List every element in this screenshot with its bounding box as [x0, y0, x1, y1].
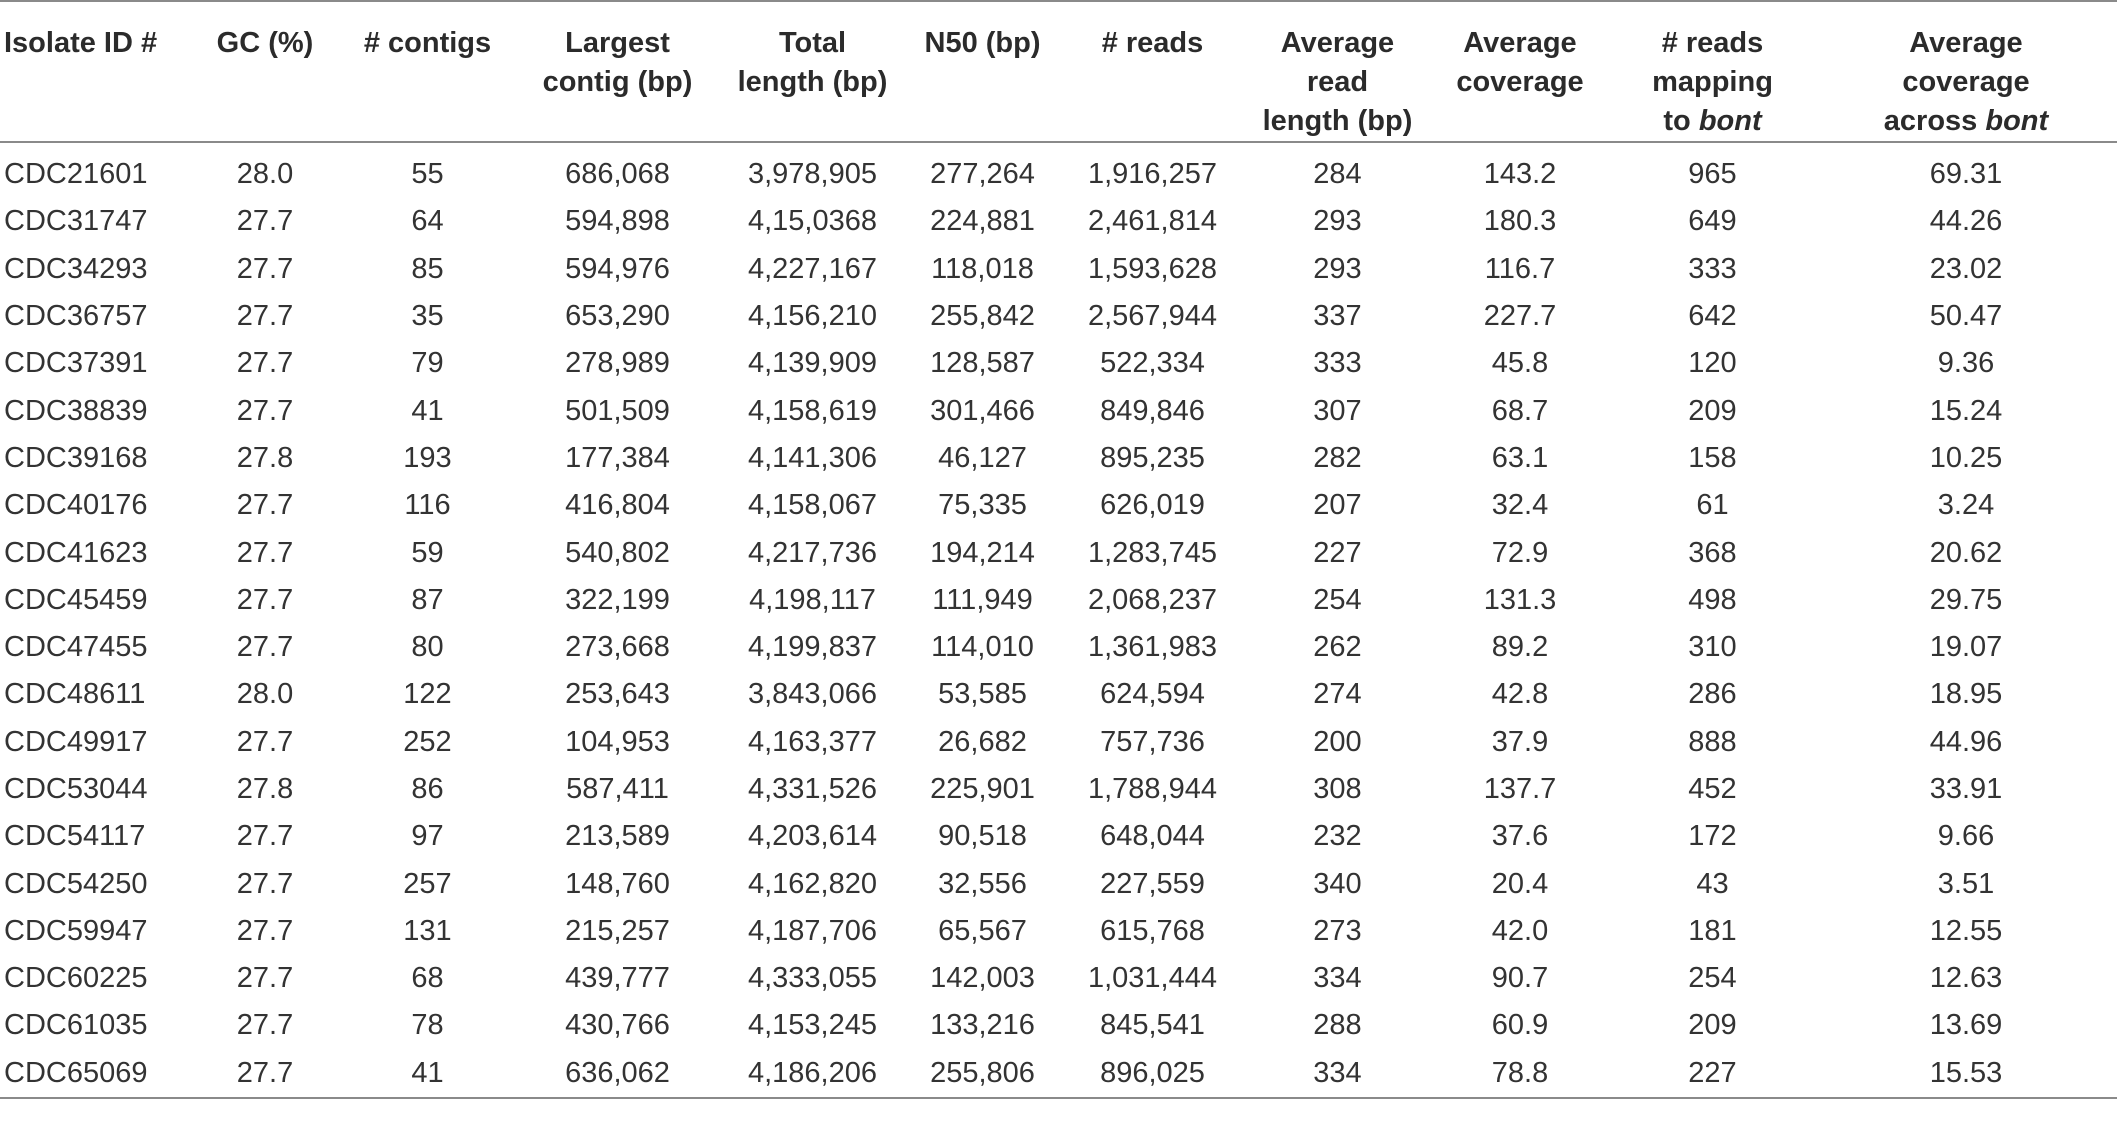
table-cell: 35 — [411, 300, 444, 333]
isolate-id-cell: CDC48611 — [4, 678, 146, 711]
column-header-line: GC (%) — [216, 27, 314, 59]
column-header-line — [1821, 102, 2111, 141]
table-cell: 28.0 — [236, 158, 294, 191]
table-cell: 89.2 — [1491, 631, 1549, 664]
table-cell: 4,198,117 — [749, 583, 876, 616]
table-row — [0, 1002, 2117, 1049]
isolate-id-cell: CDC54117 — [4, 820, 146, 853]
table-cell: 4,217,736 — [747, 536, 877, 569]
table-cell: 27.7 — [236, 867, 294, 900]
table-cell: 4,15,0368 — [747, 205, 877, 238]
table-cell: 686,068 — [565, 158, 670, 191]
table-cell: 648,044 — [1100, 820, 1205, 853]
header-row — [0, 1, 2117, 142]
table-cell: 114,010 — [931, 631, 1034, 664]
table-cell: 452 — [1688, 773, 1737, 805]
table-cell: 1,283,745 — [1087, 536, 1217, 569]
table-cell: 20.62 — [1929, 536, 2003, 569]
table-cell: 60.9 — [1491, 1009, 1549, 1042]
table-cell: 849,846 — [1100, 394, 1205, 427]
table-cell: 416,804 — [565, 489, 670, 522]
table-cell: 172 — [1688, 820, 1737, 853]
table-cell: 274 — [1313, 678, 1362, 711]
table-cell: 333 — [1688, 252, 1737, 285]
table-cell: 85 — [411, 252, 444, 285]
table-cell: 131 — [403, 914, 452, 947]
table-cell: 4,199,837 — [747, 631, 877, 664]
column-header-line — [1616, 102, 1809, 141]
table-cell: 13.69 — [1929, 1009, 2003, 1042]
table-cell: 1,361,983 — [1087, 631, 1217, 664]
table-cell: 209 — [1688, 394, 1737, 427]
table-cell: 322,199 — [565, 583, 670, 616]
table-cell: 301,466 — [930, 394, 1035, 427]
table-cell: 75,335 — [938, 489, 1027, 522]
table-cell: 27.7 — [236, 962, 294, 995]
table-cell: 180.3 — [1483, 205, 1557, 238]
table-cell: 286 — [1688, 678, 1737, 711]
table-cell: 307 — [1313, 394, 1362, 427]
table-cell: 4,141,306 — [747, 441, 877, 474]
table-cell: 45.8 — [1491, 347, 1549, 380]
isolate-id-cell: CDC54250 — [4, 867, 148, 900]
isolate-id-cell: CDC65069 — [0, 1050, 190, 1098]
table-cell: 540,802 — [565, 536, 670, 569]
table-header — [0, 1, 2117, 142]
table-cell: 293 — [1313, 205, 1362, 238]
table-row — [0, 246, 2117, 293]
column-header — [1430, 1, 1610, 142]
table-cell: 282 — [1313, 441, 1362, 474]
table-cell: 262 — [1313, 631, 1362, 664]
table-cell: 87 — [411, 583, 444, 616]
table-cell: 293 — [1313, 252, 1362, 285]
table-cell: 193 — [403, 441, 452, 474]
table-cell: 895,235 — [1100, 441, 1205, 474]
table-cell: 42.0 — [1491, 914, 1549, 947]
isolate-id-cell: CDC21601 — [4, 158, 148, 191]
column-header-line: Total — [778, 27, 847, 59]
column-header — [1245, 1, 1430, 142]
column-header — [720, 1, 905, 142]
isolate-id-cell: CDC34293 — [4, 252, 148, 285]
table-cell: 27.8 — [236, 773, 294, 805]
column-header — [1060, 1, 1245, 142]
table-cell: 116 — [404, 489, 451, 522]
table-cell: 2,567,944 — [1087, 300, 1217, 333]
table-cell: 4,158,067 — [747, 489, 877, 522]
table-row — [0, 293, 2117, 340]
table-cell: 111,949 — [932, 583, 1033, 616]
isolate-id-cell: CDC61035 — [4, 1009, 148, 1042]
column-header-line: # reads — [1101, 27, 1204, 59]
isolate-id-cell: CDC41623 — [4, 536, 148, 569]
table-cell: 90,518 — [938, 820, 1027, 853]
isolate-id-cell: CDC45459 — [4, 583, 148, 616]
table-cell: 72.9 — [1491, 536, 1549, 569]
column-header — [190, 1, 340, 142]
table-row — [0, 766, 2117, 813]
table-cell: 594,976 — [565, 252, 670, 285]
isolate-id-cell: CDC49917 — [4, 725, 148, 758]
table-cell: 224,881 — [930, 205, 1035, 238]
table-cell: 46,127 — [938, 441, 1027, 474]
table-row — [0, 1050, 2117, 1098]
table-cell: 79 — [411, 347, 444, 380]
table-cell: 19.07 — [1929, 631, 2003, 664]
table-cell: 273 — [1313, 914, 1362, 947]
table-cell: 277,264 — [930, 158, 1035, 191]
table-cell: 142,003 — [930, 962, 1035, 995]
table-cell: 32.4 — [1491, 489, 1549, 522]
column-header-line: coverage — [1456, 66, 1584, 98]
table-cell: 288 — [1313, 1009, 1362, 1042]
table-cell: 27.7 — [236, 300, 294, 333]
table-cell: 4,186,206 — [720, 1050, 905, 1098]
table-cell: 116.7 — [1484, 252, 1556, 285]
table-cell: 1,916,257 — [1087, 158, 1217, 191]
table-cell: 37.6 — [1491, 820, 1549, 853]
table-cell: 232 — [1313, 820, 1362, 853]
table-cell: 257 — [403, 867, 452, 900]
table-cell: 128,587 — [930, 347, 1035, 380]
table-cell: 32,556 — [938, 867, 1027, 900]
table-cell: 430,766 — [565, 1009, 670, 1042]
table-row — [0, 529, 2117, 576]
table-cell: 4,187,706 — [747, 914, 877, 947]
table-cell: 44.26 — [1929, 205, 2003, 238]
table-cell: 587,411 — [566, 773, 669, 805]
table-cell: 308 — [1313, 773, 1362, 805]
table-cell: 757,736 — [1100, 725, 1205, 758]
table-cell: 252 — [403, 725, 452, 758]
table-cell: 3,843,066 — [747, 678, 877, 711]
table-cell: 254 — [1688, 962, 1737, 995]
table-cell: 845,541 — [1100, 1009, 1205, 1042]
table-cell: 278,989 — [565, 347, 670, 380]
table-cell: 227.7 — [1483, 300, 1557, 333]
table-cell: 254 — [1313, 583, 1362, 616]
table-cell: 65,567 — [938, 914, 1027, 947]
table-cell: 133,216 — [930, 1009, 1035, 1042]
gene-name-italic: bont — [1698, 105, 1762, 137]
table-cell: 209 — [1688, 1009, 1737, 1042]
isolate-id-cell: CDC38839 — [4, 394, 148, 427]
table-cell: 97 — [411, 820, 444, 853]
isolate-id-cell: CDC40176 — [4, 489, 148, 522]
table-cell: 26,682 — [938, 725, 1027, 758]
table-cell: 27.7 — [236, 725, 294, 758]
table-cell: 4,139,909 — [747, 347, 877, 380]
table-cell: 9.36 — [1937, 347, 1995, 380]
table-row — [0, 860, 2117, 907]
isolate-id-cell: CDC39168 — [4, 441, 148, 474]
table-cell: 53,585 — [938, 678, 1027, 711]
table-cell: 255,806 — [905, 1050, 1060, 1098]
table-cell: 3.24 — [1937, 489, 1995, 522]
column-header-line: # contigs — [363, 27, 492, 59]
table-cell: 225,901 — [930, 773, 1035, 805]
table-row — [0, 671, 2117, 718]
table-cell: 78.8 — [1430, 1050, 1610, 1098]
table-row — [0, 719, 2117, 766]
table-cell: 3,978,905 — [747, 158, 877, 191]
table-cell: 896,025 — [1060, 1050, 1245, 1098]
table-cell: 636,062 — [515, 1050, 720, 1098]
table-cell: 501,509 — [565, 394, 670, 427]
column-header-line: contig (bp) — [542, 66, 693, 98]
table-cell: 4,158,619 — [747, 394, 877, 427]
table-row — [0, 813, 2117, 860]
table-cell: 27.7 — [236, 914, 294, 947]
table-cell: 4,333,055 — [747, 962, 877, 995]
column-header-line: Average — [1280, 27, 1395, 59]
table-cell: 337 — [1313, 300, 1362, 333]
table-cell: 594,898 — [565, 205, 670, 238]
table-cell: 59 — [411, 536, 444, 569]
column-header-line: Largest — [565, 27, 670, 59]
table-cell: 9.66 — [1937, 820, 1995, 853]
table-cell: 80 — [411, 631, 444, 664]
table-cell: 1,593,628 — [1087, 252, 1217, 285]
table-cell: 653,290 — [565, 300, 670, 333]
table-cell: 965 — [1688, 158, 1737, 191]
column-header — [1610, 1, 1815, 142]
table-cell: 18.95 — [1929, 678, 2003, 711]
table-row — [0, 577, 2117, 624]
table-cell: 200 — [1313, 725, 1362, 758]
table-cell: 27.7 — [190, 1050, 340, 1098]
table-cell: 27.7 — [236, 583, 294, 616]
column-header-line: # reads — [1661, 27, 1764, 59]
table-cell: 4,156,210 — [747, 300, 877, 333]
table-cell: 43 — [1696, 867, 1729, 900]
table-cell: 78 — [411, 1009, 444, 1042]
table-cell: 255,842 — [930, 300, 1035, 333]
table-cell: 522,334 — [1100, 347, 1205, 380]
column-header-line: mapping — [1652, 66, 1773, 98]
table-row — [0, 908, 2117, 955]
table-cell: 4,163,377 — [747, 725, 877, 758]
table-cell: 120 — [1688, 347, 1737, 380]
table-cell: 310 — [1688, 631, 1737, 664]
table-cell: 158 — [1688, 441, 1737, 474]
table-row — [0, 955, 2117, 1002]
table-cell: 12.63 — [1929, 962, 2003, 995]
column-header-line: coverage — [1902, 66, 2030, 98]
table-cell: 86 — [411, 773, 444, 805]
table-cell: 61 — [1696, 489, 1729, 522]
table-cell: 20.4 — [1491, 867, 1549, 900]
column-header-line: read — [1306, 66, 1369, 98]
table-cell: 27.7 — [236, 536, 294, 569]
table-cell: 624,594 — [1100, 678, 1205, 711]
table-cell: 23.02 — [1929, 252, 2003, 285]
table-cell: 90.7 — [1491, 962, 1549, 995]
table-cell: 55 — [411, 158, 444, 191]
table-cell: 27.7 — [236, 252, 294, 285]
table-cell: 284 — [1313, 158, 1362, 191]
table-cell: 2,461,814 — [1087, 205, 1217, 238]
table-row — [0, 624, 2117, 671]
table-cell: 27.7 — [236, 1009, 294, 1042]
table-cell: 68.7 — [1491, 394, 1549, 427]
table-cell: 69.31 — [1929, 158, 2003, 191]
isolate-id-cell: CDC53044 — [4, 773, 148, 805]
table-row — [0, 142, 2117, 198]
table-cell: 1,788,944 — [1087, 773, 1217, 805]
table-cell: 181 — [1688, 914, 1737, 947]
table-cell: 2,068,237 — [1087, 583, 1217, 616]
table-cell: 37.9 — [1491, 725, 1549, 758]
table-cell: 3.51 — [1937, 867, 1995, 900]
table-cell: 15.24 — [1929, 394, 2003, 427]
table-cell: 64 — [411, 205, 444, 238]
table-cell: 131.3 — [1483, 583, 1557, 616]
table-cell: 213,589 — [565, 820, 670, 853]
table-cell: 207 — [1313, 489, 1362, 522]
table-cell: 1,031,444 — [1087, 962, 1217, 995]
table-cell: 626,019 — [1100, 489, 1205, 522]
table-cell: 44.96 — [1929, 725, 2003, 758]
table-cell: 4,153,245 — [747, 1009, 877, 1042]
table-cell: 227,559 — [1100, 867, 1205, 900]
table-cell: 42.8 — [1491, 678, 1549, 711]
table-cell: 104,953 — [565, 725, 670, 758]
column-header-line-prefix: to — [1663, 105, 1699, 137]
column-header — [0, 1, 190, 142]
table-cell: 333 — [1313, 347, 1362, 380]
table-cell: 498 — [1688, 583, 1737, 616]
table-row — [0, 482, 2117, 529]
column-header — [340, 1, 515, 142]
gene-name-italic: bont — [1985, 105, 2049, 137]
table-row — [0, 198, 2117, 245]
table-cell: 63.1 — [1491, 441, 1549, 474]
table-cell: 194,214 — [930, 536, 1035, 569]
table-cell: 15.53 — [1815, 1050, 2117, 1098]
table-cell: 143.2 — [1483, 158, 1557, 191]
column-header — [905, 1, 1060, 142]
table-cell: 27.7 — [236, 820, 294, 853]
column-header-line: Average — [1909, 27, 2023, 59]
table-cell: 215,257 — [565, 914, 670, 947]
table-cell: 12.55 — [1929, 914, 2003, 947]
table-cell: 33.91 — [1929, 773, 2003, 805]
table-cell: 227 — [1610, 1050, 1815, 1098]
table-cell: 41 — [340, 1050, 515, 1098]
table-cell: 122 — [403, 678, 452, 711]
column-header-line: N50 (bp) — [924, 27, 1041, 59]
table-cell: 368 — [1688, 536, 1737, 569]
table-cell: 27.8 — [236, 441, 294, 474]
table-cell: 137.7 — [1483, 773, 1557, 805]
isolate-id-cell: CDC36757 — [4, 300, 148, 333]
table-cell: 27.7 — [236, 205, 294, 238]
column-header-line: length (bp) — [737, 66, 888, 98]
table-cell: 4,203,614 — [747, 820, 877, 853]
isolate-id-cell: CDC37391 — [4, 347, 148, 380]
isolate-id-cell: CDC59947 — [4, 914, 148, 947]
table-cell: 27.7 — [236, 347, 294, 380]
column-header-line: length (bp) — [1262, 105, 1413, 137]
table-cell: 273,668 — [565, 631, 670, 664]
table-body — [0, 142, 2117, 1098]
table-cell: 439,777 — [565, 962, 670, 995]
table-cell: 4,162,820 — [747, 867, 877, 900]
column-header-line: Isolate ID # — [4, 27, 158, 59]
table-row — [0, 387, 2117, 434]
table-cell: 334 — [1313, 962, 1362, 995]
table-cell: 4,227,167 — [747, 252, 877, 285]
table-row — [0, 435, 2117, 482]
table-cell: 50.47 — [1929, 300, 2003, 333]
table-cell: 177,384 — [565, 441, 670, 474]
table-cell: 334 — [1245, 1050, 1430, 1098]
table-cell: 28.0 — [236, 678, 294, 711]
isolate-id-cell: CDC60225 — [4, 962, 148, 995]
table-cell: 27.7 — [236, 631, 294, 664]
table-cell: 148,760 — [565, 867, 670, 900]
column-header-line-prefix: across — [1883, 105, 1986, 137]
column-header-line: Average — [1463, 27, 1577, 59]
isolate-id-cell: CDC47455 — [4, 631, 148, 664]
table-cell: 10.25 — [1929, 441, 2003, 474]
table-cell: 888 — [1688, 725, 1737, 758]
table-cell: 68 — [411, 962, 444, 995]
table-row — [0, 340, 2117, 387]
table-cell: 649 — [1688, 205, 1737, 238]
table-cell: 27.7 — [236, 489, 294, 522]
column-header — [1815, 1, 2117, 142]
table-cell: 4,331,526 — [747, 773, 877, 805]
column-header — [515, 1, 720, 142]
table-cell: 118,018 — [931, 252, 1034, 285]
table-cell: 340 — [1313, 867, 1362, 900]
table-cell: 27.7 — [236, 394, 294, 427]
table-cell: 615,768 — [1100, 914, 1205, 947]
table-cell: 29.75 — [1929, 583, 2003, 616]
table-cell: 41 — [411, 394, 444, 427]
table-cell: 642 — [1688, 300, 1737, 333]
table-cell: 253,643 — [565, 678, 670, 711]
isolate-id-cell: CDC31747 — [4, 205, 148, 238]
table-cell: 227 — [1313, 536, 1362, 569]
